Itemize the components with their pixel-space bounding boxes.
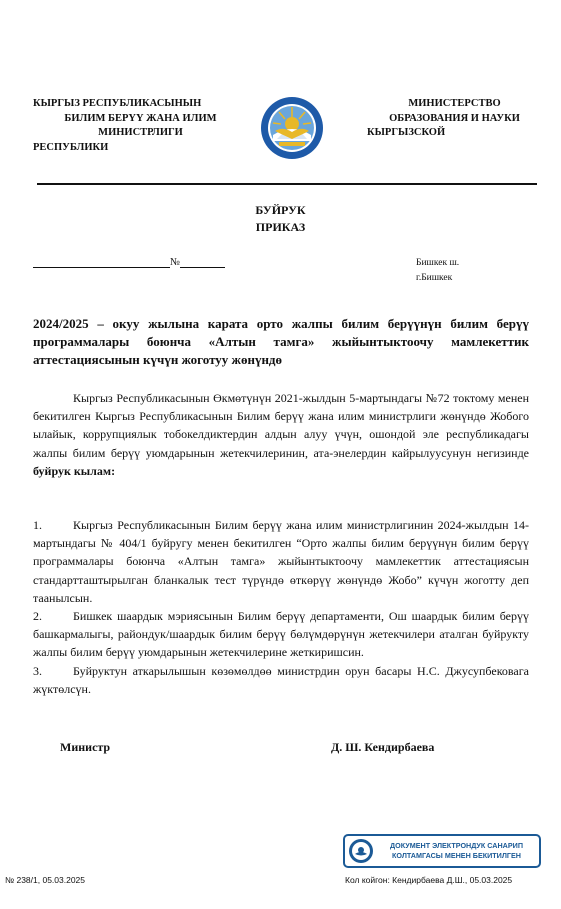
header-right-line: КЫРГЫЗСКОЙ <box>367 127 446 138</box>
item-number: 3. <box>33 663 42 678</box>
preamble-text: Кыргыз Республикасынын Өкмөтүнүн 2021-жылдын 5-мартындагы №72 токтому менен бекитилген Кыргыз Республикасынын Билим берүү жана илим министрлиги жөнүндө Жобого ылайык, коррупциялык тобокелдиктердин алдын алуу үчүн, ошондой эле республикадагы жалпы билим берүү уюмдарынын жетекчилеринин, ата-энелердин кайрылуусунун негизинде <box>33 391 529 460</box>
city-kyrgyz: Бишкек ш. <box>416 258 460 268</box>
emblem-seal-icon <box>348 838 374 864</box>
footer-signed-by: Кол койгон: Кендирбаева Д.Ш., 05.03.2025 <box>345 875 513 885</box>
date-blank <box>33 256 170 268</box>
stamp-line: ДОКУМЕНТ ЭЛЕКТРОНДУК САНАРИП <box>390 841 523 850</box>
item-text: Кыргыз Республикасынын Билим берүү жана илим министрлигинин 2024-жылдын 14-мартындагы № 404/1 буйругу менен бекитилген “Орто жалпы билим берүүнүн билим берүү программалары боюнча «Алтын тамга» жыйынтыктоочу мамлекеттик аттестациясын стандартташтырылган бланкалык тест түрүндө өткөрүү жөнүндө Жобо” күчүн жоготту деп таанылсын. <box>33 518 529 605</box>
header-left-kyrgyz <box>33 97 248 141</box>
item-number: 1. <box>33 518 42 532</box>
order-item <box>33 662 529 698</box>
header-divider <box>37 183 537 185</box>
preamble-paragraph <box>33 389 529 480</box>
item-number: 2. <box>33 609 42 624</box>
signatory-position: Министр <box>60 740 111 754</box>
registration-line <box>33 256 225 268</box>
header-left-line: БИЛИМ БЕРҮҮ ЖАНА ИЛИМ <box>64 112 217 124</box>
header-left-line: КЫРГЫЗ РЕСПУБЛИКАСЫНЫН <box>33 98 202 109</box>
header-left-line: МИНИСТРЛИГИ <box>98 127 183 138</box>
header-right-russian <box>367 97 542 141</box>
doc-type-kyrgyz: БУЙРУК <box>255 203 306 217</box>
number-blank <box>180 256 225 268</box>
header-right-line: МИНИСТЕРСТВО <box>408 98 501 109</box>
order-item <box>33 516 529 607</box>
doc-type-russian: ПРИКАЗ <box>255 220 306 234</box>
item-text: Бишкек шаардык мэриясынын Билим берүү департаменти, Ош шаардык билим берүү башкармалыгы, райондук/шаардык билим берүү бөлүмдөрүнүн жетекчилери аталган буйрукту жалпы билим берүү уюмдарынын жетекчилерине жеткиришсин. <box>33 609 529 660</box>
stamp-line: КОЛТАМГАСЫ МЕНЕН БЕКИТИЛГЕН <box>392 851 521 860</box>
header-right-line: ОБРАЗОВАНИЯ И НАУКИ <box>389 112 520 124</box>
item-text: Буйруктун аткарылышын көзөмөлдөө министрдин орун басары Н.С. Джусупбековага жүктөлсүн. <box>33 663 529 696</box>
document-title: 2024/2025 – окуу жылына карата орто жалпы билим берүүнүн билим берүү программалары боюнча «Алтын тамга» жыйынтыктоочу мамлекеттик аттестациясынын күчүн жоготуу жөнүндө <box>33 316 529 367</box>
state-emblem-icon <box>259 95 325 161</box>
digital-signature-stamp <box>343 834 541 868</box>
city-russian: г.Бишкек <box>416 273 453 283</box>
preamble-emphasis: буйрук кылам: <box>33 463 116 478</box>
signatory-name: Д. Ш. Кендирбаева <box>331 740 435 754</box>
footer-doc-number: № 238/1, 05.03.2025 <box>5 875 86 885</box>
stamp-text <box>374 841 539 861</box>
number-sign: № <box>170 257 181 268</box>
order-item <box>33 607 529 662</box>
order-items <box>33 516 529 698</box>
header-right-line-last: РЕСПУБЛИКИ <box>33 141 109 153</box>
